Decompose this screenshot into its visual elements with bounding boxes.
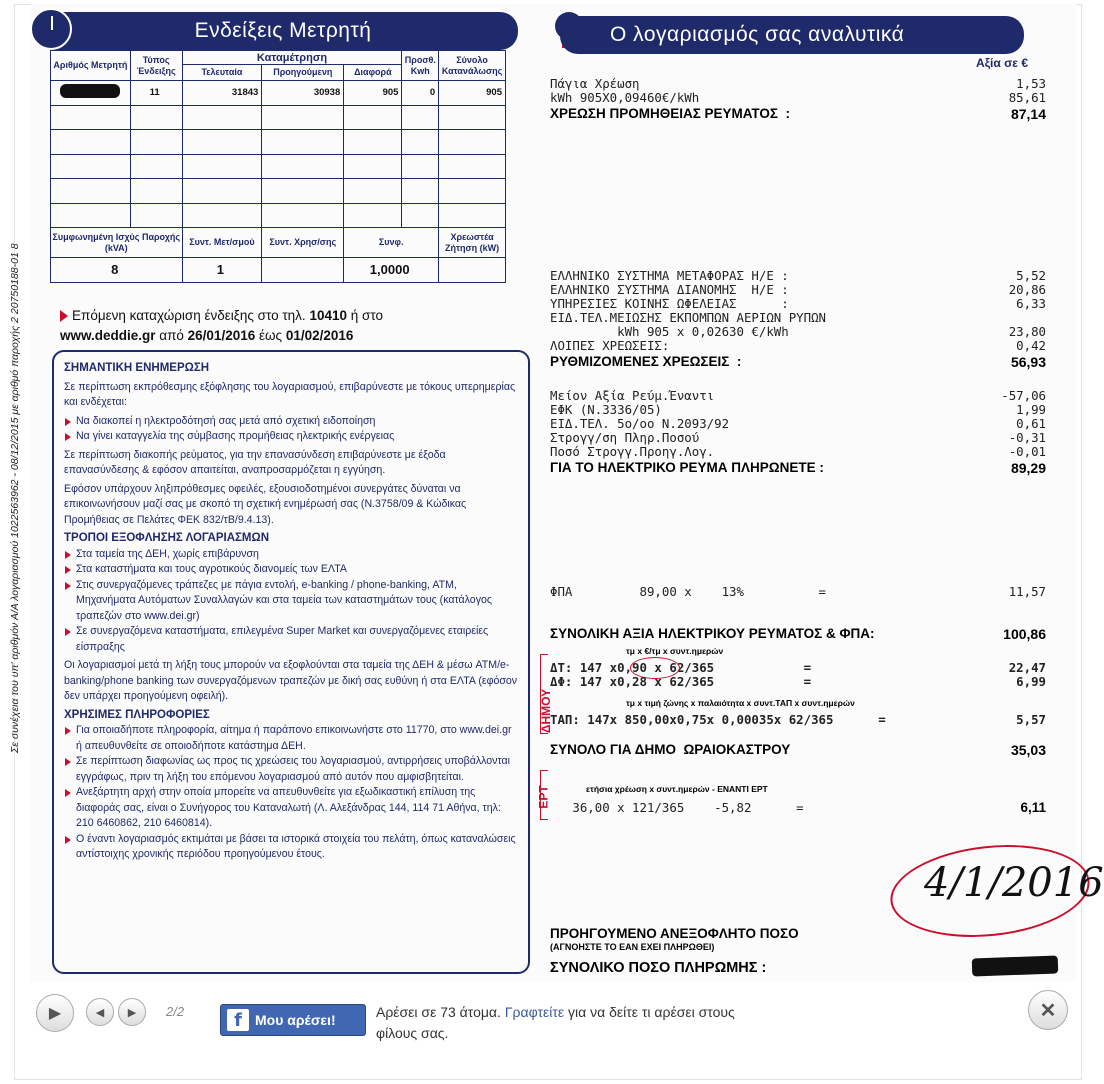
line-item: ΕΛΛΗΝΙΚΟ ΣΥΣΤΗΜΑ ΜΕΤΑΦΟΡΑΣ Η/Ε : 5,52 bbox=[550, 268, 1046, 283]
line-item: Στρογγ/ση Πληρ.Ποσού -0,31 bbox=[550, 430, 1046, 445]
likes-text: Αρέσει σε 73 άτομα. Γραφτείτε για να δείτε τι αρέσει στους φίλους σας. bbox=[376, 1004, 735, 1041]
value-in-euro: Αξία σε € bbox=[976, 56, 1028, 70]
th-diff: Διαφορά bbox=[344, 65, 402, 81]
line-item: ΕΙΔ.ΤΕΛ. 5ο/οο Ν.2093/92 0,61 bbox=[550, 416, 1046, 431]
bill-detail bbox=[530, 4, 1104, 982]
info-heading: ΣΗΜΑΝΤΙΚΗ ΕΝΗΜΕΡΩΣΗ bbox=[64, 362, 210, 374]
th-last: Τελευταία bbox=[182, 65, 262, 81]
th-type: Τύπος Ένδειξης bbox=[130, 51, 182, 81]
line-item: ΕΛΛΗΝΙΚΟ ΣΥΣΤΗΜΑ ΔΙΑΝΟΜΗΣ Η/Ε : 20,86 bbox=[550, 282, 1046, 297]
meter-table bbox=[50, 50, 506, 283]
subtotal-line: ΧΡΕΩΣΗ ΠΡΟΜΗΘΕΙΑΣ ΡΕΥΜΑΤΟΣ : 87,14 bbox=[550, 106, 1046, 122]
side-label-dimou: ΔΗΜΟΥ bbox=[539, 688, 554, 734]
previous-button[interactable]: ◀ bbox=[86, 998, 114, 1026]
bill-detail-title: Ο λογαριασμός σας αναλυτικά bbox=[610, 23, 905, 46]
th-meter-coef: Συντ. Μετ/σμού bbox=[182, 228, 262, 258]
cell-cos: 1,0000 bbox=[344, 258, 439, 283]
th-total: Σύνολο Κατανάλωσης bbox=[439, 51, 506, 81]
meter-readings-title: Ενδείξεις Μετρητή bbox=[194, 19, 372, 42]
th-prev: Προηγούμενη bbox=[262, 65, 344, 81]
line-item: ΕΙΔ.ΤΕΛ.ΜΕΙΩΣΗΣ ΕΚΠΟΜΠΩΝ ΑΕΡΙΩΝ ΡΥΠΩΝ bbox=[550, 310, 827, 325]
line-item: Ποσό Στρογγ.Προηγ.Λογ. -0,01 bbox=[550, 444, 1046, 459]
th-group: Καταμέτρηση bbox=[182, 51, 402, 65]
meter-number-redacted bbox=[51, 81, 131, 106]
like-label: Μου αρέσει! bbox=[255, 1012, 336, 1028]
th-meter: Αριθμός Μετρητή bbox=[51, 51, 131, 81]
facebook-like-button[interactable] bbox=[220, 1004, 366, 1036]
facebook-icon: f bbox=[227, 1009, 249, 1031]
th-power: Συμφωνημένη Ισχύς Παροχής (kVA) bbox=[51, 228, 183, 258]
info-heading: ΧΡΗΣΙΜΕΣ ΠΛΗΡΟΦΟΡΙΕΣ bbox=[64, 708, 210, 721]
total-energy-line: ΣΥΝΟΛΙΚΗ ΑΞΙΑ ΗΛΕΚΤΡΙΚΟΥ ΡΕΥΜΑΤΟΣ & ΦΠΑ: 100,86 bbox=[550, 626, 1046, 642]
dt-line: ΔΤ: 147 x0,90 x 62/365 = 22,47 bbox=[550, 660, 1046, 675]
line-item: Μείον Αξία Ρεύμ.Έναντι -57,06 bbox=[550, 388, 1046, 403]
line-item: ΛΟΙΠΕΣ ΧΡΕΩΣΕΙΣ: 0,42 bbox=[550, 338, 1046, 353]
previous-unpaid-note: (ΑΓΝΟΗΣΤΕ ΤΟ ΕΑΝ ΕΧΕΙ ΠΛΗΡΩΘΕΙ) bbox=[550, 942, 715, 952]
subtotal-line: ΓΙΑ ΤΟ ΗΛΕΚΤΡΙΚΟ ΡΕΥΜΑ ΠΛΗΡΩΝΕΤΕ : 89,29 bbox=[550, 460, 1046, 476]
arrow-icon bbox=[60, 310, 68, 322]
line-item: Πάγια Χρέωση 1,53 bbox=[550, 76, 1046, 91]
previous-unpaid: ΠΡΟΗΓΟΥΜΕΝΟ ΑΝΕΞΟΦΛΗΤΟ ΠΟΣΟ bbox=[550, 926, 799, 941]
info-box: ΣΗΜΑΝΤΙΚΗ ΕΝΗΜΕΡΩΣΗ Σε περίπτωση εκπρόθεσμης εξόφλησης του λογαριασμού, επιβαρύνεστε με τόκους υπερημερίας και ενδέχεται: Να διακοπεί η ηλεκτροδότησή σας μετά από σχετική ειδοποίηση Να γίνει καταγγελία της σύμβασης προμήθειας ηλεκτρικής ενέργειας Σε περίπτωση διακοπής ρεύματος, για την επανασύνδεση επιβαρύνεστε με έξοδα επανασύνδεσης & εφόσον απαιτείται, αναπροσαρμόζεται η εγγύηση. Εφόσον υπάρχουν ληξιπρόθεσμες οφειλές, εξουσιοδοτημένοι συνεργάτες δύναται να επικοινωνήσουν μαζί σας με σκοπό τη σχετική ενημέρωσή σας (Ν.3758/09 & Κώδικας Προμήθειας σε Πελάτες ΦΕΚ 832/τΒ/9.4.13). ΤΡΟΠΟΙ ΕΞΟΦΛΗΣΗΣ ΛΟΓΑΡΙΑΣΜΩΝ Στα ταμεία της ΔΕΗ, χωρίς επιβάρυνση Στα καταστήματα και τους αγροτικούς διανομείς των ΕΛΤΑ Στις συνεργαζόμενες τράπεζες με πάγια εντολή, e-banking / phone-banking, ATM, Μηχανήματα Αυτόματων Συναλλαγών και στα ταμεία των καταστημάτων τους (κατάλογος τραπεζών στο www.dei.gr) Σε συνεργαζόμενα καταστήματα, επιλεγμένα Super Market και συνεργαζόμενες εταιρείες είσπραξης Οι λογαριασμοί μετά τη λήξη τους μπορούν να εξοφλούνται στα ταμεία της ΔΕΗ & μέσω ATM/e-banking/phone banking των συνεργαζόμενων τραπεζών με δική σας ευθύνη ή στα ΕΛΤΑ (εφόσον δεν υπάρχει προηγούμενη οφειλή). ΧΡΗΣΙΜΕΣ ΠΛΗΡΟΦΟΡΙΕΣ Για οποιαδήποτε πληροφορία, αίτημα ή παράπονο επικοινωνήστε στο 11770, στο www.dei.gr ή απευθυνθείτε σε οποιοδήποτε κατάστημα ΔΕΗ. Σε περίπτωση διαφωνίας ως προς τις χρεώσεις του λογαριασμού, αντιρρήσεις υποβάλλονται εγγράφως, πριν τη λήξη του επόμενου λογαριασμού από αυτόν που αμφισβητείται. Ανεξάρτητη αρχή στην οποία μπορείτε να απευθυνθείτε για εξωδικαστική επίλυση της διαφοράς σας, είναι ο Συνήγορος του Καταναλωτή (Λ. Αλεξάνδρας 144, 114 71 Αθήνα, τηλ: 210 6460862, 210 6460814). Ο έναντι λογαριασμός εκτιμάται με βάσει τα ιστορικά στοιχεία του πελάτη, όπως καταναλώσεις αντίστοιχης χρονικής περιόδου προηγούμενου έτους. bbox=[52, 350, 530, 974]
line-item: ΕΦΚ (Ν.3336/05) 1,99 bbox=[550, 402, 1046, 417]
cell-diff: 905 bbox=[344, 81, 402, 106]
vat-line: ΦΠΑ 89,00 x 13% = 11,57 bbox=[550, 584, 1046, 599]
signup-link[interactable]: Γραφτείτε bbox=[504, 1004, 565, 1020]
next-reading-note: Επόμενη καταχώριση ένδειξης στο τηλ. 10410 ή στο www.deddie.gr από 26/01/2016 έως 01/02/2016 bbox=[60, 308, 383, 343]
redacted-amount bbox=[972, 956, 1059, 977]
cell-total: 905 bbox=[439, 81, 506, 106]
handwritten-date: 4/1/2016 bbox=[890, 846, 1100, 936]
clock-icon bbox=[30, 8, 72, 50]
viewer-toolbar bbox=[30, 984, 1076, 1074]
line-item: kWh 905 x 0,02630 €/kWh 23,80 bbox=[550, 324, 1046, 339]
play-button[interactable]: ▶ bbox=[36, 994, 74, 1032]
line-item: ΥΠΗΡΕΣΙΕΣ ΚΟΙΝΗΣ ΩΦΕΛΕΙΑΣ : 6,33 bbox=[550, 296, 1046, 311]
close-button[interactable]: ✕ bbox=[1028, 990, 1068, 1030]
info-heading: ΤΡΟΠΟΙ ΕΞΟΦΛΗΣΗΣ ΛΟΓΑΡΙΑΣΜΩΝ bbox=[64, 532, 270, 544]
tap-line: ΤΑΠ: 147x 850,00x0,75x 0,00035x 62/365 = 5,57 bbox=[550, 712, 1046, 727]
bill-image bbox=[9, 4, 1104, 982]
df-line: ΔΦ: 147 x0,28 x 62/365 = 6,99 bbox=[550, 674, 1046, 689]
cell-meter-coef: 1 bbox=[182, 258, 262, 283]
side-label-ert: ΕΡΤ bbox=[536, 785, 551, 809]
line-item: kWh 905X0,09460€/kWh 85,61 bbox=[550, 90, 1046, 105]
next-button[interactable]: ▶ bbox=[118, 998, 146, 1026]
cell-add: 0 bbox=[402, 81, 439, 106]
cell-prev: 30938 bbox=[262, 81, 344, 106]
ert-line: 36,00 x 121/365 -5,82 = 6,11 bbox=[550, 800, 1046, 815]
ert-header: ετήσια χρέωση x συντ.ημερών - ΕΝΑΝΤΙ ΕΡΤ bbox=[586, 784, 768, 794]
subtotal-line: ΡΥΘΜΙΖΟΜΕΝΕΣ ΧΡΕΩΣΕΙΣ : 56,93 bbox=[550, 354, 1046, 370]
th-use-coef: Συντ. Χρησ/σης bbox=[262, 228, 344, 258]
cell-last: 31843 bbox=[182, 81, 262, 106]
page-counter: 2/2 bbox=[166, 1004, 185, 1019]
municipality-total: ΣΥΝΟΛΟ ΓΙΑ ΔΗΜΟ ΩΡΑΙΟΚΑΣΤΡΟΥ 35,03 bbox=[550, 742, 1046, 758]
th-cos: Συνφ. bbox=[344, 228, 439, 258]
dt-header: τμ x €/τμ x συντ.ημερών bbox=[626, 646, 724, 656]
th-add: Προσθ. Kwh bbox=[402, 51, 439, 81]
cell-power: 8 bbox=[51, 258, 183, 283]
meter-readings-header bbox=[48, 12, 518, 50]
tap-header: τμ x τιμή ζώνης x παλαιότητα x συντ.ΤΑΠ x συντ.ημερών bbox=[626, 698, 855, 708]
total-payment: ΣΥΝΟΛΙΚΟ ΠΟΣΟ ΠΛΗΡΩΜΗΣ : bbox=[550, 960, 767, 976]
vertical-account-text: Σε συνέχεια του υπ' αριθμόν Α/Α λογαριασμού 1022563962 - 08/12/2015 με αριθμό παροχής 2 20750188-01 8 bbox=[9, 243, 21, 753]
cell-type: 11 bbox=[130, 81, 182, 106]
th-demand: Χρεωστέα Ζήτηση (kW) bbox=[439, 228, 506, 258]
